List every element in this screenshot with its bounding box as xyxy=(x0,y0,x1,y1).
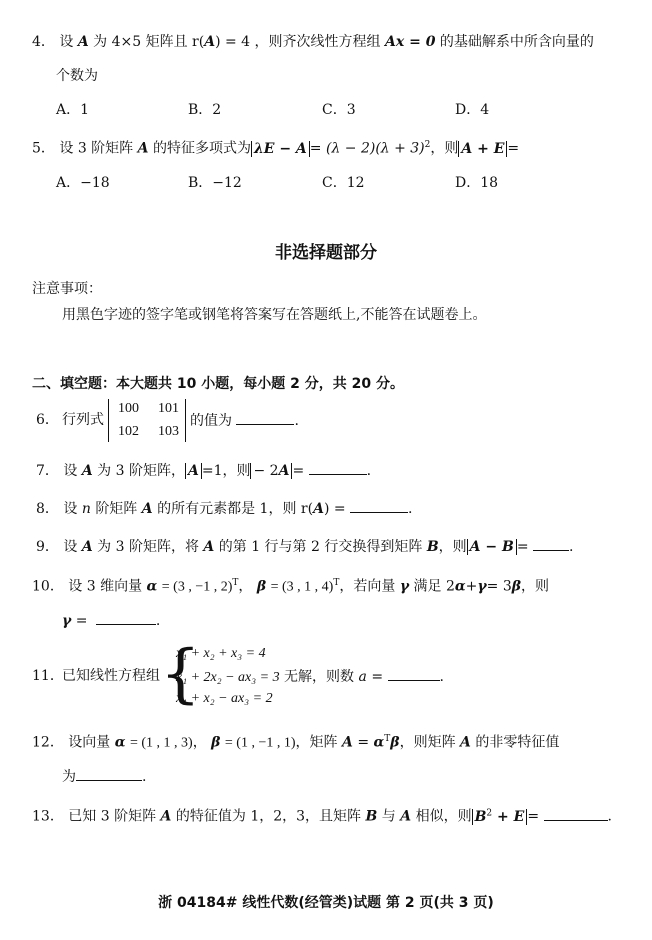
question-number: 13． xyxy=(32,808,64,825)
determinant-expression: A xyxy=(185,463,202,479)
equals: = xyxy=(75,613,88,629)
text: 为 xyxy=(62,769,76,785)
question-10-line1 xyxy=(32,573,549,598)
matrix-symbol: A xyxy=(141,501,153,517)
option-c: C．3 xyxy=(322,102,356,118)
matrix-cell: 100 xyxy=(118,401,139,416)
exponent: 2 xyxy=(424,140,431,150)
text: . xyxy=(607,808,612,825)
text: . xyxy=(569,539,574,555)
answer-blank[interactable] xyxy=(533,536,569,551)
vector-alpha: α xyxy=(114,734,126,751)
equals: = xyxy=(527,808,540,825)
text: ，则 xyxy=(438,539,467,555)
matrix-cell: 102 xyxy=(118,424,139,439)
page-footer: 浙 04184# 线性代数(经管类)试题 第 2 页(共 3 页) xyxy=(158,895,494,911)
option-b: B．2 xyxy=(188,102,222,118)
option-a: A．−18 xyxy=(56,175,110,191)
question-5 xyxy=(32,135,519,159)
option-b: B．−12 xyxy=(188,175,242,191)
matrix-symbol: A xyxy=(460,734,471,751)
matrix-symbol: A xyxy=(160,808,172,825)
answer-blank[interactable] xyxy=(350,498,408,513)
text: . xyxy=(294,413,299,429)
text: 相似，则 xyxy=(415,808,472,825)
answer-blank[interactable] xyxy=(96,610,156,625)
variable: a xyxy=(358,669,367,685)
text: 为 3 阶矩阵，将 xyxy=(97,539,199,555)
text: 的非零特征值 xyxy=(475,734,560,751)
question-6-suffix xyxy=(190,410,299,431)
variable: n xyxy=(81,501,91,517)
matrix-symbol: A xyxy=(400,808,412,825)
text: 设 xyxy=(63,463,78,479)
vector-gamma: γ xyxy=(399,578,410,595)
text: 的基础解系中所含向量的 xyxy=(439,34,594,50)
text: . xyxy=(142,769,147,785)
determinant-expression: A − B xyxy=(467,539,517,555)
text: ) = 4 ，则齐次线性方程组 xyxy=(215,34,381,50)
determinant-2x2 xyxy=(108,399,186,442)
question-10-line2: γ = . xyxy=(62,610,160,631)
text: ，则 xyxy=(430,140,459,157)
option-a: A．1 xyxy=(56,102,90,118)
matrix-cell: 103 xyxy=(158,424,179,439)
question-number: 5． xyxy=(32,140,55,157)
matrix-symbol: A xyxy=(137,140,149,157)
transpose: T xyxy=(232,578,239,588)
text: ， xyxy=(192,734,207,751)
vector-alpha: α xyxy=(146,578,158,595)
matrix-symbol: B xyxy=(426,539,439,555)
matrix-symbol: B xyxy=(474,808,487,825)
text: 与 xyxy=(381,808,396,825)
system-equation-1: x₁ + x₂ + x₃ = 4 xyxy=(176,646,266,661)
text: 为 3 阶矩阵， xyxy=(97,463,185,479)
system-brace: { xyxy=(160,637,201,711)
vector-value: = (3 , −1 , 2) xyxy=(161,579,233,595)
question-number: 4． xyxy=(32,34,55,50)
part-header: 二、填空题：本大题共 10 小题，每小题 2 分，共 20 分。 xyxy=(32,376,404,392)
text: . xyxy=(439,669,444,685)
exponent: 2 xyxy=(486,808,493,818)
text: ，则矩阵 xyxy=(399,734,456,751)
system-equation-3: x₁ + x₂ − ax₃ = 2 xyxy=(176,691,273,706)
option-d: D．18 xyxy=(455,175,499,191)
question-6-number: 6． xyxy=(36,412,59,428)
question-4-line1 xyxy=(32,32,594,52)
text: ) = xyxy=(323,501,346,517)
determinant-expression: A + E xyxy=(458,141,507,157)
matrix-symbol: A xyxy=(203,539,215,555)
text: + xyxy=(465,578,478,595)
text: 的所有元素都是 1，则 r( xyxy=(157,501,314,517)
matrix-symbol: A xyxy=(77,34,89,50)
matrix-symbol: A xyxy=(278,463,290,479)
question-9 xyxy=(36,536,574,557)
text: ，矩阵 xyxy=(295,734,338,751)
question-4-line2: 个数为 xyxy=(56,68,98,84)
text: 阶矩阵 xyxy=(95,501,138,517)
answer-blank[interactable] xyxy=(236,410,294,425)
question-8 xyxy=(36,498,413,519)
answer-blank[interactable] xyxy=(388,666,440,681)
matrix-symbol: + E xyxy=(492,808,525,825)
equals: = xyxy=(516,539,529,555)
question-11-prefix: 已知线性方程组 xyxy=(62,668,160,684)
equals: = xyxy=(292,463,305,479)
matrix-symbol: A xyxy=(81,539,93,555)
answer-blank[interactable] xyxy=(76,766,142,781)
vector-beta: β xyxy=(256,578,267,595)
answer-blank[interactable] xyxy=(544,806,608,821)
text: 设 xyxy=(63,539,78,555)
system-equation-2-line xyxy=(176,666,444,688)
equals: = xyxy=(357,734,370,751)
text: =1，则 xyxy=(201,463,251,479)
text: ，若向量 xyxy=(339,578,396,595)
question-number: 10． xyxy=(32,578,64,595)
question-number: 9． xyxy=(36,539,59,555)
transpose: T xyxy=(333,578,340,588)
notice-text: 用黑色字迹的签字笔或钢笔将答案写在答题纸上,不能答在试题卷上。 xyxy=(62,307,487,323)
question-13 xyxy=(32,803,612,827)
equals: = xyxy=(371,669,384,685)
question-12-line1 xyxy=(32,729,559,754)
text: 设 3 阶矩阵 xyxy=(59,140,134,157)
text: 的值为 xyxy=(190,413,232,429)
vector-value: = (1 , −1 , 1) xyxy=(224,735,296,751)
equation: Ax = 0 xyxy=(385,34,436,50)
text: . xyxy=(366,463,372,479)
section-title: 非选择题部分 xyxy=(275,243,377,263)
notice-label: 注意事项： xyxy=(32,281,102,297)
text: 设 xyxy=(59,34,74,50)
matrix-symbol: A xyxy=(204,34,216,50)
text: . xyxy=(408,501,413,517)
text: 为 4×5 矩阵且 r( xyxy=(93,34,205,50)
text: 设向量 xyxy=(68,734,111,751)
question-number: 12． xyxy=(32,734,64,751)
text: 设 3 维向量 xyxy=(68,578,143,595)
text: 无解，则数 xyxy=(284,669,355,685)
text: 的特征多项式为 xyxy=(152,140,251,157)
vector-gamma: γ xyxy=(62,613,72,629)
text: = 3 xyxy=(486,578,512,595)
text: − 2 xyxy=(253,463,279,479)
transpose: T xyxy=(384,734,391,744)
option-c: C．12 xyxy=(322,175,365,191)
text: 的特征值为 1，2，3，且矩阵 xyxy=(175,808,362,825)
matrix-symbol: A xyxy=(341,734,353,751)
polynomial: = (λ − 2)(λ + 3) xyxy=(309,140,425,157)
vector-beta: β xyxy=(390,734,400,751)
text: 设 xyxy=(63,501,78,517)
vector-value: = (1 , 1 , 3) xyxy=(129,735,193,751)
question-number: 8． xyxy=(36,501,59,517)
text: ，则 xyxy=(521,578,550,595)
question-6-prefix: 行列式 xyxy=(62,412,104,428)
matrix-symbol: A xyxy=(81,463,93,479)
option-d: D．4 xyxy=(455,102,490,118)
equals: = xyxy=(507,140,520,157)
matrix-cell: 101 xyxy=(158,401,179,416)
question-7 xyxy=(36,460,371,481)
matrix-symbol: A xyxy=(313,501,324,517)
answer-blank[interactable] xyxy=(309,460,367,475)
vector-alpha: α xyxy=(454,578,466,595)
text: 满足 2 xyxy=(413,578,455,595)
system-equation-2: x₁ + 2x₂ − ax₃ = 3 xyxy=(176,670,280,685)
question-number: 7． xyxy=(36,463,59,479)
vector-beta: β xyxy=(211,734,221,751)
determinant-expression: λE − A xyxy=(251,141,310,157)
text: 的第 1 行与第 2 行交换得到矩阵 xyxy=(218,539,423,555)
vector-gamma: γ xyxy=(477,578,487,595)
vector-beta: β xyxy=(511,578,522,595)
vector-value: = (3 , 1 , 4) xyxy=(270,579,334,595)
vector-alpha: α xyxy=(373,734,385,751)
matrix-symbol: B xyxy=(365,808,378,825)
question-12-line2 xyxy=(62,766,146,787)
text: ， xyxy=(238,578,253,595)
text: 已知 3 阶矩阵 xyxy=(68,808,157,825)
question-11-number: 11． xyxy=(32,668,64,684)
